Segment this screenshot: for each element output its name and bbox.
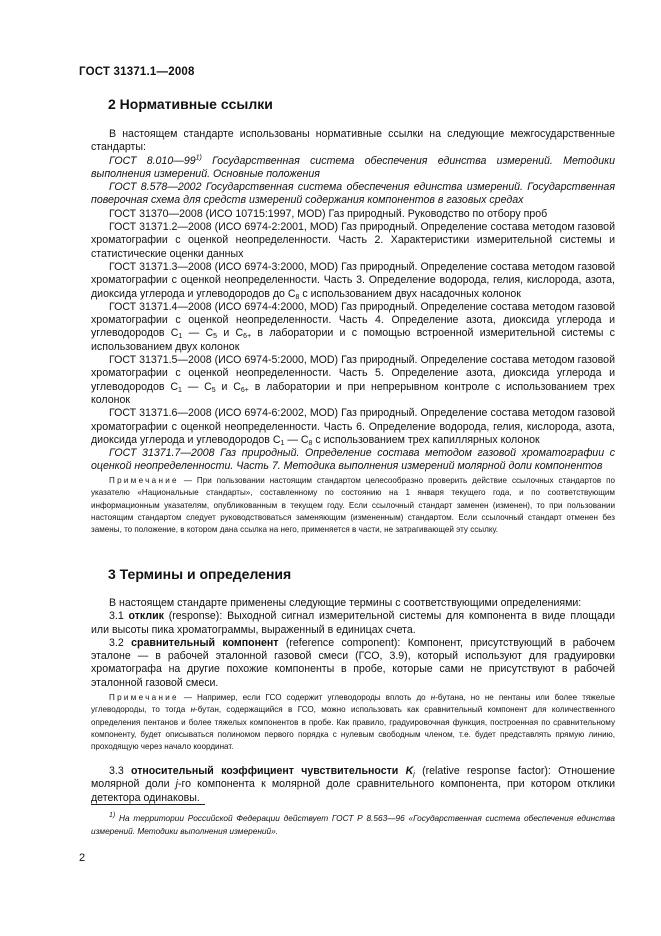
ref-gost-31370: ГОСТ 31370—2008 (ИСО 10715:1997, MOD) Газ природный. Руководство по отбору проб	[109, 207, 548, 220]
standard-header: ГОСТ 31371.1—2008	[79, 66, 195, 78]
page-number: 2	[79, 852, 86, 864]
footnote-separator	[91, 804, 205, 805]
term-3-3: 3.3 относительный коэффициент чувствительности $K_j$ (relative response factor): Отношение молярной доли j-го компонента к молярной доле сравнительного компонента, при котором отклики детектора одинаковы.	[91, 765, 615, 804]
section-2-intro: В настоящем стандарте использованы нормативные ссылки на следующие межгосударственные стандарты:	[91, 128, 615, 154]
note-label: Примечание	[109, 476, 179, 485]
section-2-title: 2 Нормативные ссылки	[108, 96, 273, 112]
ref-gost-8-578: ГОСТ 8.578—2002 Государственная система обеспечения единства измерений. Государственная поверочная схема для средств измерений содержания компонентов в газовых средах	[91, 181, 615, 207]
footnote	[91, 812, 615, 838]
footnote-mark: 1)	[109, 812, 116, 820]
ref-gost-31371-7: ГОСТ 31371.7—2008 Газ природный. Определение состава методом газовой хроматографии с оценкой неопределенности. Часть 7. Методика выполнения измерений молярной доли компонентов	[91, 447, 615, 473]
section-2-note	[91, 475, 615, 536]
ref-gost-31371-3: ГОСТ 31371.3—2008 (ИСО 6974-3:2000, MOD) Газ природный. Определение состава методом газовой хроматографии с оценкой неопределенности. Часть 3. Определение водорода, гелия, кислорода, азота, диоксида углерода и углеводородов до $C_8$ с использованием двух насадочных колонок	[91, 260, 615, 301]
section-3-intro: В настоящем стандарте применены следующие термины с соответствующими определениями:	[109, 597, 582, 609]
ref-gost-31371-2: ГОСТ 31371.2—2008 (ИСО 6974-2:2001, MOD) Газ природный. Определение состава методом газовой хроматографии с оценкой неопределенности. Часть 2. Характеристики измерительной системы и статистические оценки данных	[91, 221, 615, 260]
term-3-2: 3.2 сравнительный компонент (reference component): Компонент, присутствующий в рабочем эталоне — в рабочей эталонной газовой смеси (ГСО, 3.9), который используют для градуировки хроматографа на другие похожие компоненты в пробе, которые сами не присутствуют в рабочей эталонной газовой смеси.	[91, 636, 616, 689]
section-3-3-body	[91, 765, 615, 805]
ref-gost-31371-6: ГОСТ 31371.6—2008 (ИСО 6974-6:2002, MOD) Газ природный. Определение состава методом газовой хроматографии с оценкой неопределенности. Часть 6. Определение водорода, гелия, кислорода, азота, диоксида углерода и углеводородов $C_1$ — $C_8$ с использованием трех капиллярных колонок	[91, 407, 615, 447]
note-text: — При пользовании настоящим стандартом целесообразно проверить действие ссылочных стандартов по указателю «Национальные стандарты», составленному по состоянию на 1 января текущего года, и по соответствующим информационным указателям, опубликованным в текущем году. Если ссылочный стандарт заменен (изменен), то при пользовании настоящим стандартом следует руководствоваться заменяющим (измененным) стандартом. Если ссылочный стандарт отменен без замены, то положение, в котором дана ссылка на него, применяется в части, не затрагивающей эту ссылку.	[91, 476, 615, 535]
footnote-text: На территории Российской Федерации действует ГОСТ Р 8.563—96 «Государственная система обеспечения единства измерений. Методики выполнения измерений».	[91, 813, 615, 836]
note2-label: Примечание	[109, 693, 179, 702]
term-3-1: 3.1 отклик (response): Выходной сигнал измерительной системы для компонента в виде площади или высоты пика хроматограммы, выраженный в единицах счета.	[91, 610, 615, 636]
section-3-body	[91, 597, 615, 690]
section-2-body	[91, 128, 615, 474]
section-3-title: 3 Термины и определения	[108, 566, 292, 582]
section-3-note: Примечание — Например, если ГСО содержит углеводороды вплоть до н-бутана, но не пентаны или более тяжелые углеводороды, то тогда н-бутан, содержащийся в ГСО, можно использовать как сравнительный компонент для количественного определения пентанов и более тяжелых компонентов в пробе. Как правило, градуировочная функция, построенная по сравнительному компоненту, будет описываться полиномом первого порядка с нулевым свободным членом, т.е. будет представлять прямую линию, проходящую через начало координат.	[91, 693, 615, 752]
ref-gost-31371-4: ГОСТ 31371.4—2008 (ИСО 6974-4:2000, MOD) Газ природный. Определение состава методом газовой хроматографии с оценкой неопределенности. Часть 4. Определение азота, диоксида углерода и углеводородов $C_1$ — $C_5$ и $C_{6+}$ в лаборатории и с помощью встроенной измерительной системы с использованием двух колонок	[91, 300, 615, 353]
ref-gost-31371-5: ГОСТ 31371.5—2008 (ИСО 6974-5:2000, MOD) Газ природный. Определение состава методом газовой хроматографии с оценкой неопределенности. Часть 5. Определение азота, диоксида углерода и углеводородов $C_1$ — $C_5$ и $C_{6+}$ в лаборатории и при непрерывном контроле с использованием трех колонок	[91, 354, 615, 406]
ref-gost-8-010: ГОСТ 8.010—99$^{1)}$ Государственная система обеспечения единства измерений. Методики выполнения измерений. Основные положения	[91, 154, 615, 180]
